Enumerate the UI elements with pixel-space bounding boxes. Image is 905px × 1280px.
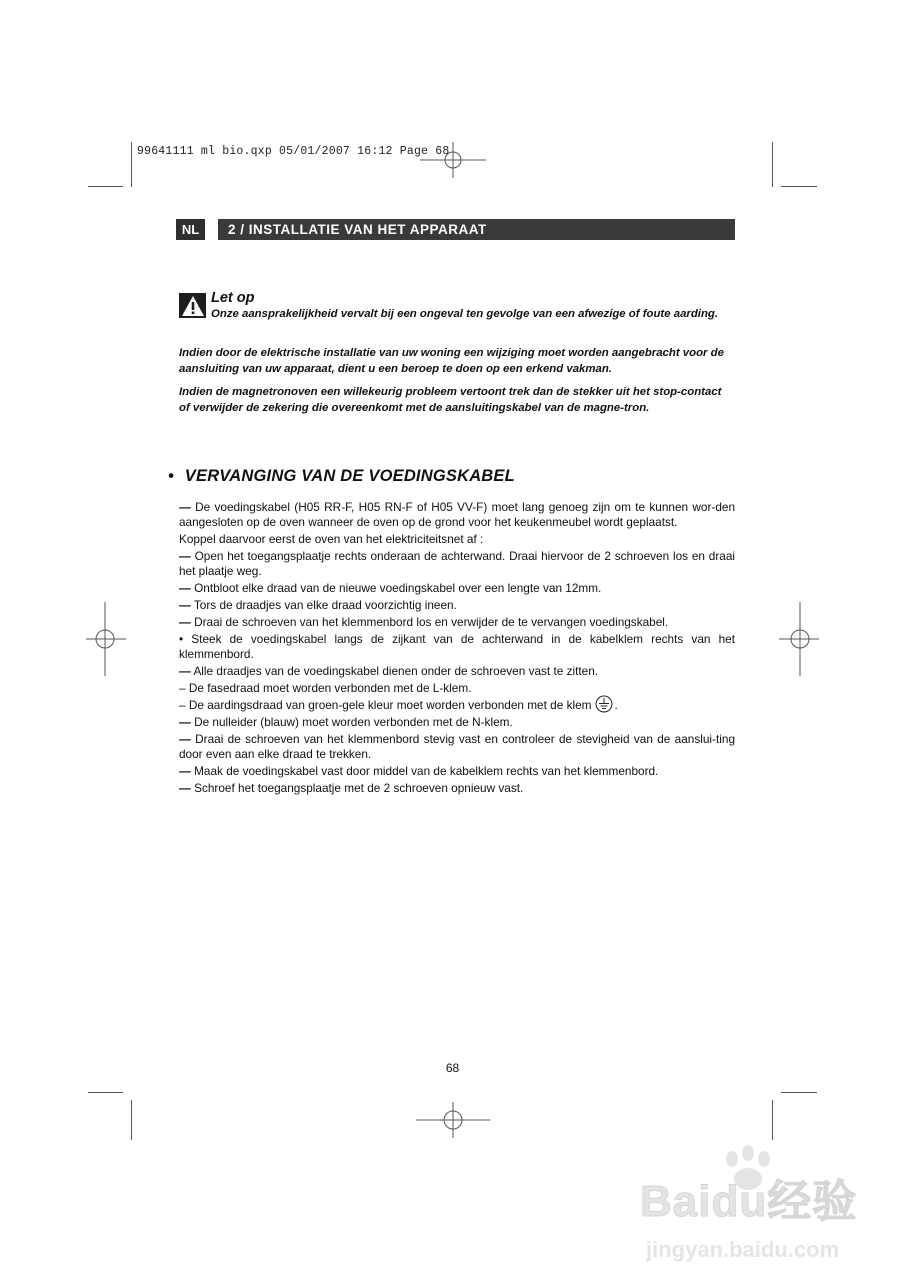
warning-paragraph: Onze aansprakelijkheid vervalt bij een ongeval ten gevolge van een afwezige of foute aarding. <box>211 308 719 320</box>
watermark-url: jingyan.baidu.com <box>646 1237 840 1262</box>
item-marker: — <box>179 764 191 778</box>
list-item <box>179 698 735 713</box>
item-marker: • <box>179 632 184 646</box>
registration-mark-bottom-icon <box>416 1102 490 1138</box>
heading-bullet: • <box>168 467 174 485</box>
list-item <box>179 581 735 596</box>
list-item <box>179 500 735 530</box>
item-text: Draai de schroeven van het klemmenbord stevig vast en controleer de stevigheid van de aanslui-ting door even aan elke draad te trekken. <box>179 732 735 761</box>
list-item <box>179 632 735 662</box>
print-meta: 99641111 ml bio.qxp 05/01/2007 16:12 Page 68 <box>137 145 450 158</box>
item-text: Steek de voedingskabel langs de zijkant van de achterwand in de kabelklem rechts van het klemmenbord. <box>179 632 735 661</box>
list-item <box>179 732 735 762</box>
item-text: Koppel daarvoor eerst de oven van het elektriciteitsnet af : <box>179 532 484 546</box>
item-marker: — <box>179 615 191 629</box>
language-tag: NL <box>176 219 205 240</box>
item-marker: — <box>179 581 191 595</box>
item-text: De voedingskabel (H05 RR-F, H05 RN-F of H05 VV-F) moet lang genoeg zijn om te kunnen wor-den aangesloten op de oven wanneer de oven op de grond voor het keukenmeubel wordt geplaatst. <box>179 500 736 529</box>
warning-paragraph: Indien door de elektrische installatie van uw woning een wijziging moet worden aangebracht voor de aansluiting van uw apparaat, dient u een beroep te doen op een erkend vakman. <box>179 347 724 375</box>
item-text: De nulleider (blauw) moet worden verbonden met de N-klem. <box>194 715 513 729</box>
item-text: Alle draadjes van de voedingskabel dienen onder de schroeven vast te zitten. <box>193 664 599 678</box>
watermark-brand: Baidu经验 <box>640 1177 858 1226</box>
item-marker: — <box>179 664 191 678</box>
item-text: Ontbloot elke draad van de nieuwe voedingskabel over een lengte van 12mm. <box>194 581 602 595</box>
list-item <box>179 681 735 696</box>
item-text: De aardingsdraad van groen-gele kleur moet worden verbonden met de klem <box>188 698 592 712</box>
registration-mark-right-icon <box>779 602 819 676</box>
item-marker: — <box>179 500 191 514</box>
item-text: Tors de draadjes van elke draad voorzichtig ineen. <box>193 598 457 612</box>
item-marker: — <box>179 598 191 612</box>
item-marker: – <box>179 698 186 712</box>
list-item <box>179 532 735 547</box>
warning-paragraph: Indien de magnetronoven een willekeurig probleem vertoont trek dan de stekker uit het stop-contact of verwijder de zekering die overeenkomt met de aansluitingskabel van de magne-tron. <box>179 386 722 414</box>
section-header <box>176 219 735 240</box>
item-suffix: . <box>614 698 618 712</box>
item-marker: — <box>179 715 191 729</box>
item-text: Open het toegangsplaatje rechts onderaan de achterwand. Draai hiervoor de 2 schroeven los en draai het plaatje weg. <box>179 549 735 578</box>
item-text: Maak de voedingskabel vast door middel van de kabelklem rechts van het klemmenbord. <box>194 764 659 778</box>
item-marker: – <box>179 681 186 695</box>
page-number: 68 <box>445 1061 460 1075</box>
item-marker: — <box>179 781 191 795</box>
earth-ground-icon <box>595 695 613 713</box>
heading-text: VERVANGING VAN DE VOEDINGSKABEL <box>184 467 515 485</box>
warning-title: Let op <box>211 290 255 306</box>
section-heading <box>168 467 515 486</box>
list-item <box>179 549 735 579</box>
item-marker: — <box>179 549 191 563</box>
list-item <box>179 764 735 779</box>
list-item <box>179 598 735 613</box>
registration-mark-left-icon <box>86 602 126 676</box>
item-text: Schroef het toegangsplaatje met de 2 schroeven opnieuw vast. <box>194 781 524 795</box>
watermark <box>640 1145 858 1270</box>
item-text: Draai de schroeven van het klemmenbord los en verwijder de te vervangen voedingskabel. <box>194 615 669 629</box>
item-text: De fasedraad moet worden verbonden met de L-klem. <box>188 681 472 695</box>
item-marker: — <box>179 732 191 746</box>
instruction-list <box>179 500 735 798</box>
list-item <box>179 781 735 796</box>
list-item <box>179 615 735 630</box>
section-title: 2 / INSTALLATIE VAN HET APPARAAT <box>218 219 735 240</box>
list-item <box>179 715 735 730</box>
list-item <box>179 664 735 679</box>
